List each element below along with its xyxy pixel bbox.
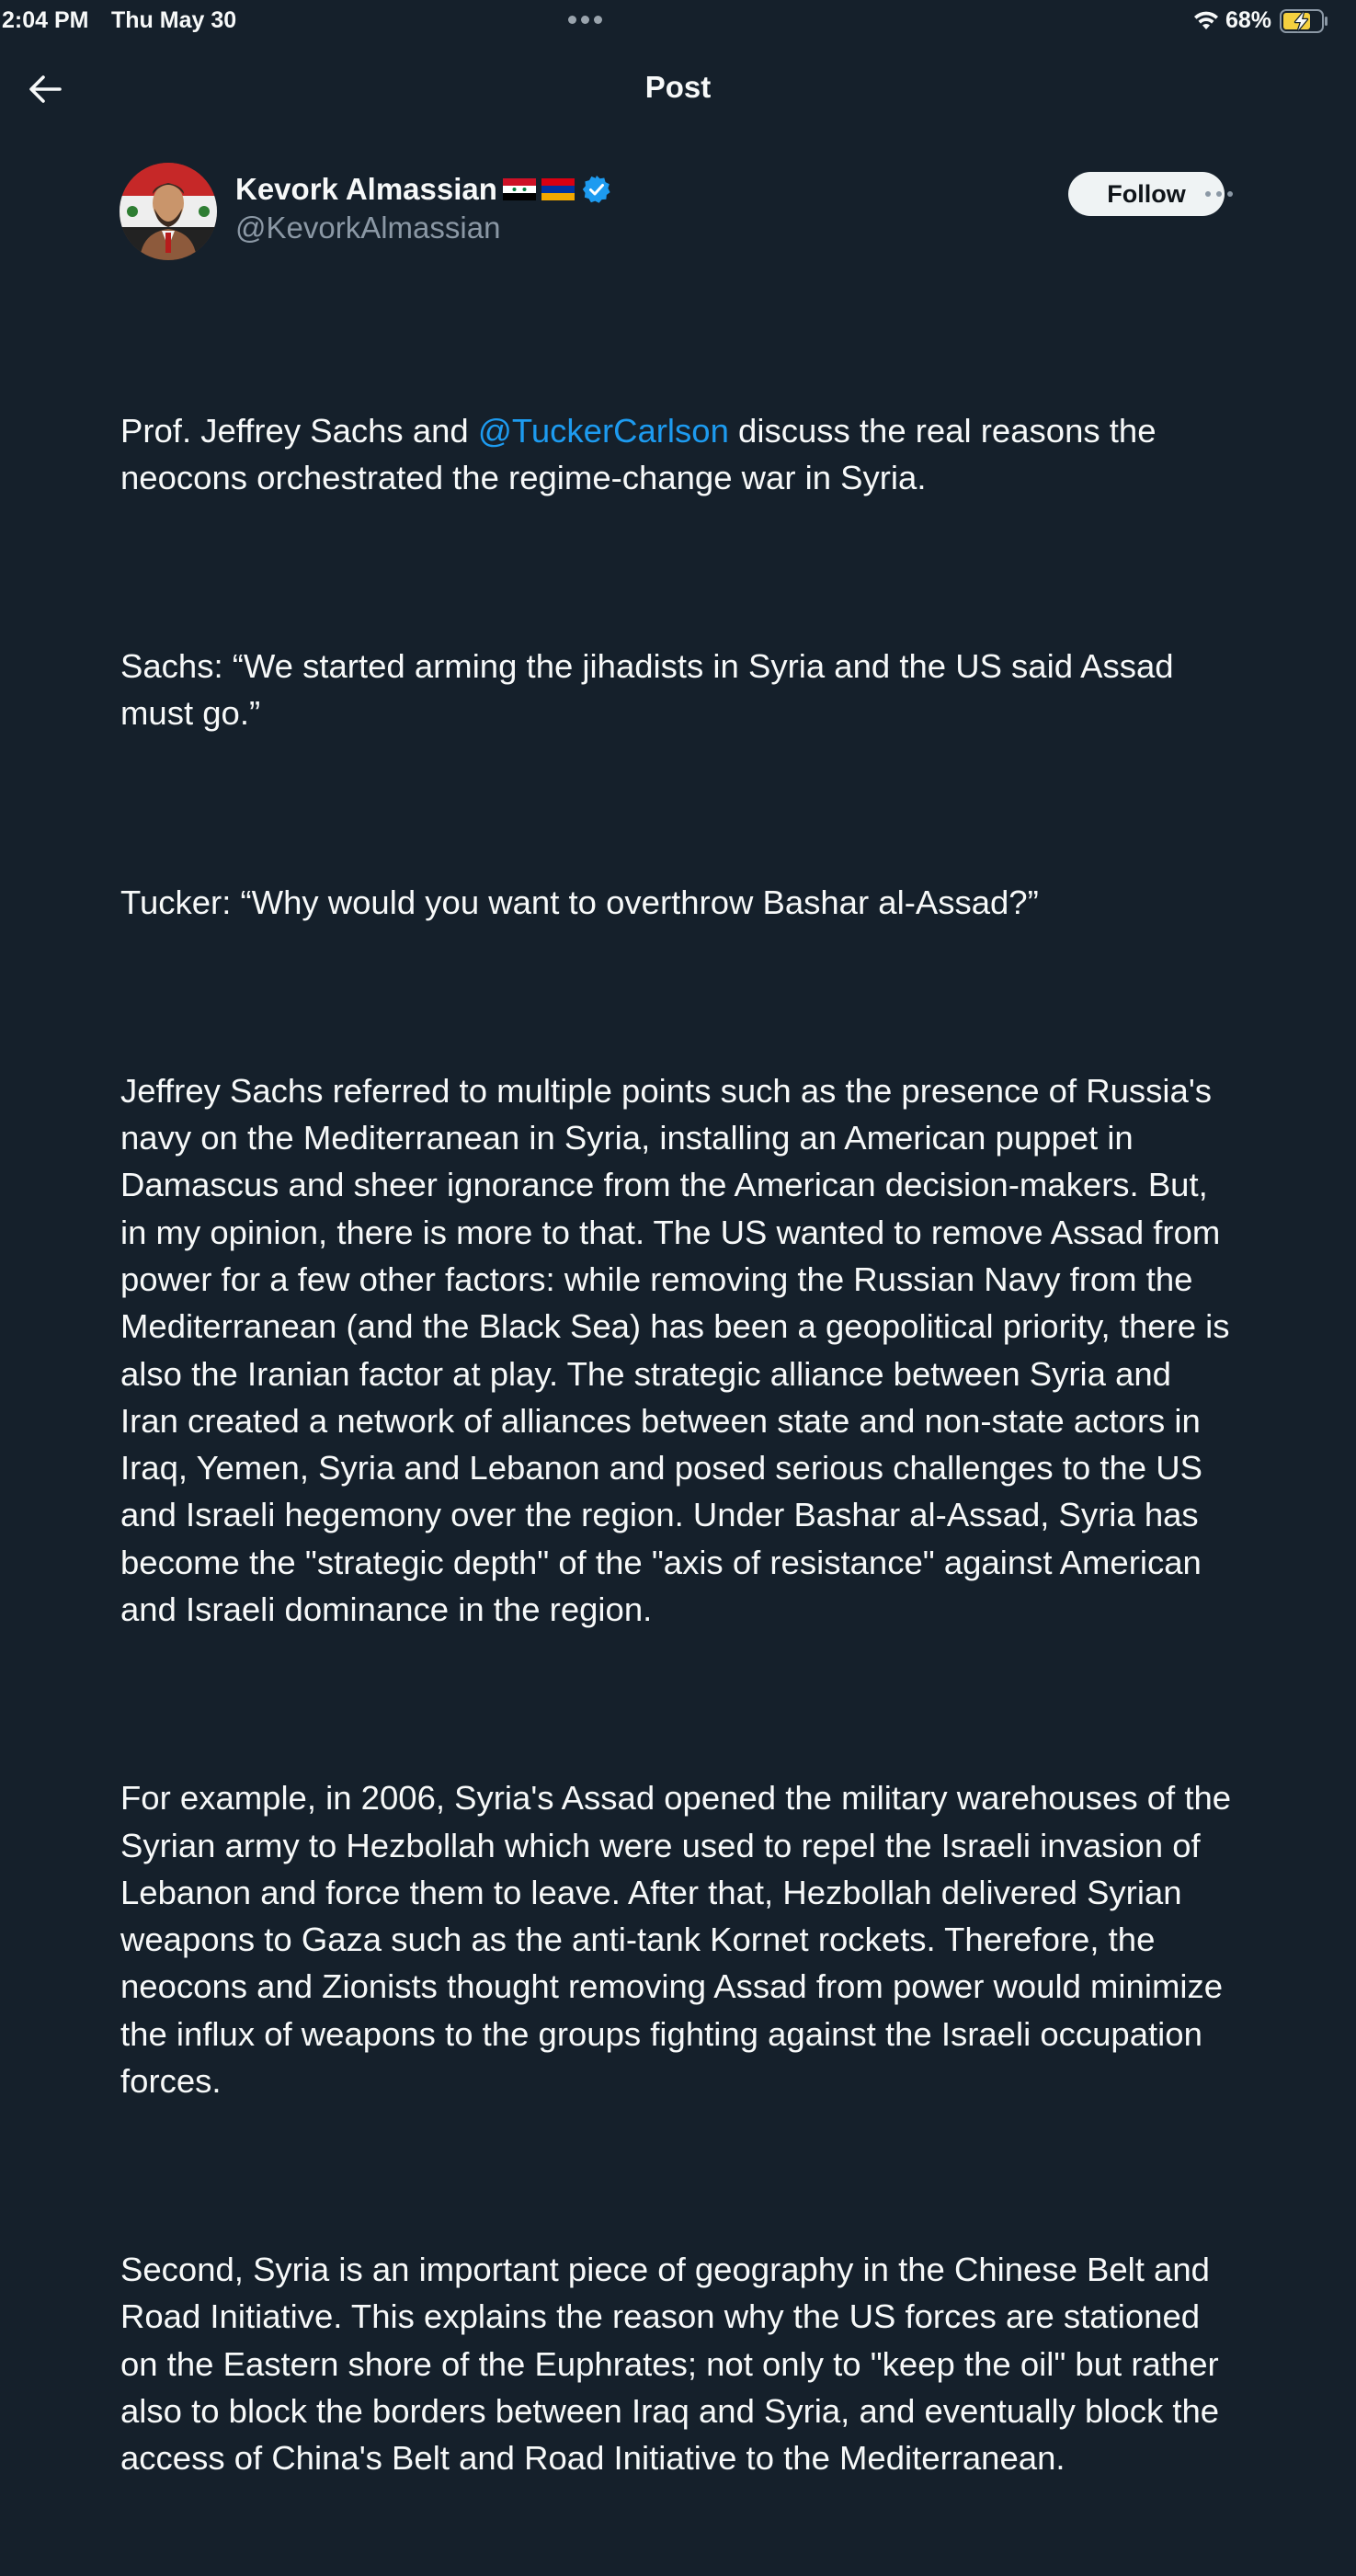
author-name-line	[235, 170, 611, 209]
author-names	[235, 170, 611, 245]
battery-charging-icon	[1280, 9, 1329, 33]
author-handle[interactable]: @KevorkAlmassian	[235, 211, 501, 245]
status-time: 2:04 PM	[2, 7, 89, 33]
post-paragraph-1	[120, 407, 1237, 502]
post-paragraph-2: Sachs: “We started arming the jihadists in Syria and the US said Assad must go.”	[120, 647, 1183, 733]
author-name[interactable]: Kevork Almassian	[235, 172, 497, 206]
status-bar	[0, 0, 1356, 44]
post-paragraph-4: Jeffrey Sachs referred to multiple points such as the presence of Russia's navy on the Mediterranean in Syria, installing an American puppet in Damascus and sheer ignorance from the American decision-makers. But, in my opinion, there is more to that. The US wanted to remove Assad from power for a few other factors: while removing the Russian Navy from the Mediterranean (and the Black Sea) has been a geopolitical priority, there is also the Iranian factor at play. The strategic alliance between Syria and Iran created a network of alliances between state and non-state actors in Iraq, Yemen, Syria and Lebanon and posed serious challenges to the US and Israeli hegemony over the region. Under Bashar al-Assad, Syria has become the "strategic depth" of the "axis of resistance" against American and Israeli dominance in the region.	[120, 1071, 1239, 1629]
avatar-image	[120, 163, 217, 260]
post-text: Prof. Jeffrey Sachs and	[120, 411, 478, 450]
mention-link[interactable]: @TuckerCarlson	[477, 411, 729, 450]
multitasking-dots-icon[interactable]	[568, 16, 602, 24]
post-paragraph-3: Tucker: “Why would you want to overthrow Bashar al-Assad?”	[120, 883, 1039, 921]
author-row	[120, 161, 1236, 262]
armenia-flag-icon	[541, 178, 575, 200]
post-text: discuss the real reasons the neocons orchestrated the regime-change war in Syria.	[120, 411, 1166, 496]
verified-badge-icon	[582, 175, 611, 204]
post-paragraph-6: Second, Syria is an important piece of geography in the Chinese Belt and Road Initiative. This explains the reason why the US forces are stationed on the Eastern shore of the Euphrates; not only to "keep the oil" but rather also to block the borders between Iraq and Syria, and eventually block the access of China's Belt and Road Initiative to the Mediterranean.	[120, 2251, 1229, 2478]
avatar[interactable]	[120, 163, 217, 260]
page-title: Post	[644, 70, 712, 104]
follow-button[interactable]: Follow	[1068, 172, 1225, 216]
battery-percentage: 68%	[1225, 7, 1272, 33]
post-body	[120, 313, 1241, 2576]
wifi-icon	[1192, 9, 1220, 31]
status-date: Thu May 30	[111, 7, 237, 33]
post-paragraph-5: For example, in 2006, Syria's Assad opened the military warehouses of the Syrian army to Hezbollah which were used to repel the Israeli invasion of Lebanon and force them to leave. After that, Hezbollah delivered Syrian weapons to Gaza such as the anti-tank Kornet rockets. Therefore, the neocons and Zionists thought removing Assad from power would minimize the influx of weapons to the groups fighting against the Israeli occupation forces.	[120, 1779, 1241, 2100]
more-options-button[interactable]	[1201, 177, 1237, 211]
syria-flag-icon	[503, 178, 536, 200]
header	[0, 44, 1356, 136]
more-horizontal-icon	[1203, 189, 1235, 199]
